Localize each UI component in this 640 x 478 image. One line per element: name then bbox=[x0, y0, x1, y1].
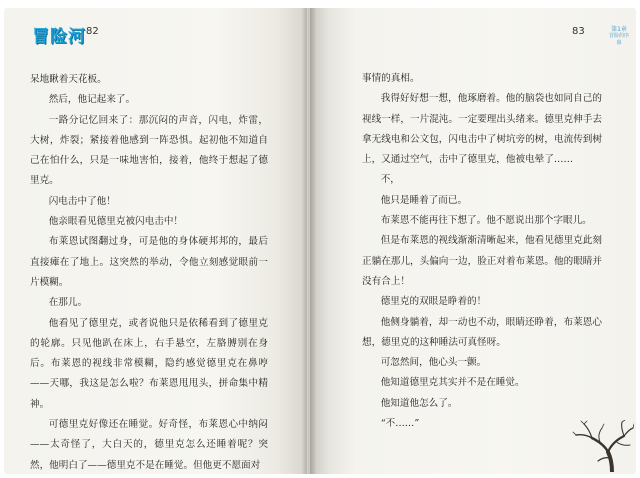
paragraph: 可德里克好像还在睡觉。好奇怪，布莱恩心中纳闷——太奇怪了，大白天的，德里克怎么还睡着呢？突然，他明白了——德里克不是在睡觉。但他更不愿面对 bbox=[30, 419, 268, 471]
page-number-left: 82 bbox=[86, 26, 99, 37]
book-gutter bbox=[302, 8, 316, 474]
right-page bbox=[310, 8, 636, 474]
bare-tree-icon bbox=[572, 420, 634, 472]
paragraph: 他亲眼看见德里克被闪电击中！ bbox=[48, 216, 184, 228]
paragraph: 他知道德里克其实并不是在睡觉。 bbox=[380, 377, 525, 389]
series-logo: 冒险河 bbox=[32, 27, 86, 47]
paragraph: 闪电击中了他！ bbox=[48, 195, 116, 207]
paragraph: 他看见了德里克，或者说他只是依稀看到了德里克的轮廓。只见他趴在床上，右手悬空，左胳膊别在身后。布莱恩的视线非常模糊，隐约感觉德里克在鼻哼——天哪，我这是怎么啦？布莱恩甩甩头，拼命集中精神。 bbox=[30, 317, 268, 410]
paragraph: 他知道他怎么了。 bbox=[380, 397, 458, 409]
paragraph: 不， bbox=[380, 174, 400, 186]
paragraph: 在那儿。 bbox=[48, 297, 88, 309]
left-page bbox=[4, 8, 307, 474]
paragraph: 一路分记忆回来了：那沉闷的声音，闪电，炸雷，大树，炸裂；紧接着他感到一阵恐惧。起初他不知道自己在怕什么，只是一味地害怕，接着，他终于想起了德里克。 bbox=[30, 114, 268, 187]
paragraph: 呆地瞅着天花板。 bbox=[30, 74, 107, 85]
paragraph: 然后，他记起来了。 bbox=[48, 94, 136, 106]
paragraph: 布莱恩不能再往下想了。他不愿说出那个字眼儿。 bbox=[380, 215, 592, 227]
paragraph: 我得好好想一想，他琢磨着。他的脑袋也如同自己的视线一样，一片混沌。一定要理出头绪来。德里克伸手去拿无线电和公文包，闪电击中了树坑旁的树，电流传到树上，又通过空气，击中了德里克，他被电晕了…… bbox=[362, 93, 602, 166]
right-page-body bbox=[362, 69, 602, 434]
paragraph: “不……” bbox=[380, 418, 420, 430]
chapter-tag bbox=[607, 26, 631, 47]
paragraph: 事情的真相。 bbox=[362, 73, 420, 84]
paragraph: 可忽然间，他心头一颤。 bbox=[380, 357, 487, 369]
left-page-body bbox=[30, 70, 268, 474]
paragraph: 德里克的双眼是睁着的！ bbox=[380, 296, 487, 308]
paragraph: 他只是睡着了而已。 bbox=[380, 194, 468, 206]
chapter-title: 冒险的序幕 bbox=[608, 33, 629, 46]
paragraph: 他侧身躺着，却一动也不动，眼睛还睁着，布莱恩心想，德里克的这种睡法可真怪呀。 bbox=[362, 316, 602, 348]
paragraph: 布莱恩试图翻过身，可是他的身体硬邦邦的，最后直接瘫在了地上。这突然的举动，令他立刻感觉眼前一片模糊。 bbox=[30, 236, 268, 288]
paragraph: 但是布莱恩的视线渐渐清晰起来，他看见德里克此刻正躺在那儿，头偏向一边，脸正对着布莱恩。他的眼睛并没有合上！ bbox=[362, 235, 602, 287]
chapter-number: 第1章 bbox=[611, 26, 627, 33]
page-number-right: 83 bbox=[572, 26, 585, 37]
